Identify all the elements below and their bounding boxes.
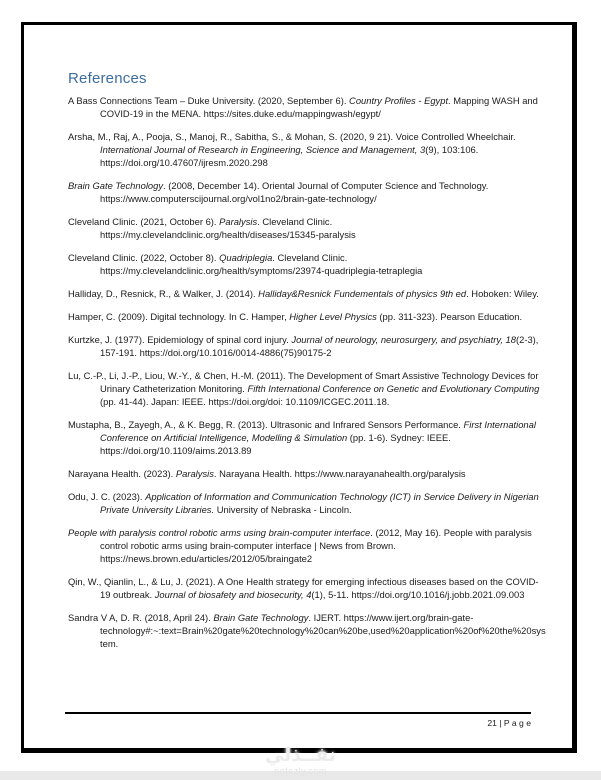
references-list bbox=[68, 94, 546, 650]
reference-text: . IJERT. https://www.ijert.org/brain-gate-technology#:~:text=Brain%20gate%20technology%20can%20be,used%20application%20of%20the%20system. bbox=[100, 612, 546, 649]
reference-title-italic: Application of Information and Communication Technology (ICT) in Service Delivery in Nigerian Private University Libraries. bbox=[100, 491, 539, 515]
reference-text: (1), 5-11. https://doi.org/10.1016/j.jobb.2021.09.003 bbox=[311, 589, 525, 600]
reference-title-italic: Journal of neurology, neurosurgery, and psychiatry, 18 bbox=[291, 334, 516, 345]
reference-text: (pp. 41-44). Japan: IEEE. https://doi.org/doi: 10.1109/ICGEC.2011.18. bbox=[100, 396, 390, 407]
reference-title-italic: Paralysis bbox=[175, 468, 214, 479]
reference-text: Qin, W., Qianlin, L., & Lu, J. (2021). A One Health strategy for emerging infectious diseases based on the COVID-19 outbreak. bbox=[68, 576, 539, 600]
page-footer bbox=[65, 712, 531, 729]
reference-entry bbox=[68, 251, 546, 277]
reference-entry bbox=[68, 333, 546, 359]
reference-text: University of Nebraska - Lincoln. bbox=[214, 504, 352, 515]
reference-text: Hamper, C. (2009). Digital technology. In C. Hamper, bbox=[68, 311, 290, 322]
reference-entry bbox=[68, 575, 546, 601]
reference-text: (pp. 311-323). Pearson Education. bbox=[376, 311, 523, 322]
reference-entry bbox=[68, 94, 546, 120]
reference-text: (2-3), 157-191. https://doi.org/10.1016/0014-4886(75)90175-2 bbox=[100, 334, 539, 358]
reference-text: (pp. 1-6). Sydney: IEEE. https://doi.org/10.1109/aims.2013.89 bbox=[100, 432, 451, 456]
reference-title-italic: Paralysis bbox=[219, 216, 258, 227]
reference-text: Kurtzke, J. (1977). Epidemiology of spinal cord injury. bbox=[68, 334, 292, 345]
reference-title-italic: Journal of biosafety and biosecurity, 4 bbox=[154, 589, 312, 600]
reference-title-italic: International Journal of Research in Engineering, Science and Management, 3 bbox=[100, 144, 426, 155]
bottom-strip bbox=[0, 771, 601, 780]
reference-text: . Cleveland Clinic. https://my.clevelandclinic.org/health/diseases/15345-paralysis bbox=[100, 216, 356, 240]
reference-entry bbox=[68, 490, 546, 516]
reference-entry bbox=[68, 467, 546, 480]
reference-text: A Bass Connections Team – Duke University. (2020, September 6). bbox=[68, 95, 350, 106]
reference-entry bbox=[68, 215, 546, 241]
reference-title-italic: First International Conference on Artificial Intelligence, Modelling & Simulation bbox=[100, 419, 536, 443]
reference-entry bbox=[68, 369, 546, 408]
reference-title-italic: Fifth International Conference on Genetic and Evolutionary Computing bbox=[247, 383, 540, 394]
page-content bbox=[24, 25, 572, 748]
watermark-logo: نفــذلي bbox=[264, 745, 337, 766]
reference-entry bbox=[68, 611, 546, 650]
reference-title-italic: Brain Gate Technology bbox=[68, 180, 164, 191]
reference-entry bbox=[68, 130, 546, 169]
reference-text: Halliday, D., Resnick, R., & Walker, J. (2014). bbox=[68, 288, 259, 299]
references-heading: References bbox=[68, 70, 147, 87]
reference-title-italic: Brain Gate Technology bbox=[213, 612, 309, 623]
reference-text: . Cleveland Clinic. https://my.clevelandclinic.org/health/symptoms/23974-quadriplegia-tetraplegia bbox=[100, 252, 423, 276]
reference-title-italic: Country Profiles - Egypt bbox=[349, 95, 449, 106]
reference-text: Odu, J. C. (2023). bbox=[68, 491, 146, 502]
reference-entry bbox=[68, 418, 546, 457]
reference-text: Lu, C.-P., Li, J.-P., Liou, W.-Y., & Chen, H.-M. (2011). The Development of Smart Assistive Technology Devices for Urinary Catheterization Monitoring. bbox=[68, 370, 539, 394]
reference-text: Narayana Health. (2023). bbox=[68, 468, 176, 479]
reference-entry bbox=[68, 526, 546, 565]
reference-title-italic: Higher Level Physics bbox=[289, 311, 377, 322]
watermark-url: nofezly.com bbox=[274, 766, 327, 776]
reference-title-italic: People with paralysis control robotic arms using brain-computer interface bbox=[68, 527, 371, 538]
reference-text: . (2008, December 14). Oriental Journal of Computer Science and Technology. https://www.computerscijournal.org/vol1no2/brain-gate-technology/ bbox=[100, 180, 489, 204]
reference-text: Sandra V A, D. R. (2018, April 24). bbox=[68, 612, 214, 623]
reference-text: . (2012, May 16). People with paralysis control robotic arms using brain-computer interface | News from Brown. https://news.brown.edu/articles/2012/05/braingate2 bbox=[100, 527, 532, 564]
reference-entry bbox=[68, 287, 546, 300]
reference-text: Mustapha, B., Zayegh, A., & K. Begg, R. (2013). Ultrasonic and Infrared Sensors Performance. bbox=[68, 419, 464, 430]
reference-entry bbox=[68, 310, 546, 323]
reference-text: . Narayana Health. https://www.narayanahealth.org/paralysis bbox=[213, 468, 466, 479]
reference-text: Cleveland Clinic. (2022, October 8). bbox=[68, 252, 220, 263]
document-page bbox=[21, 22, 577, 753]
reference-text: (9), 103:106. https://doi.org/10.47607/ijresm.2020.298 bbox=[100, 144, 479, 168]
reference-text: . Hoboken: Wiley. bbox=[466, 288, 539, 299]
reference-title-italic: Halliday&Resnick Fundementals of physics 9th ed bbox=[258, 288, 467, 299]
reference-title-italic: Quadriplegia bbox=[219, 252, 273, 263]
page-number: 21 | P a g e bbox=[487, 718, 531, 728]
reference-text: Cleveland Clinic. (2021, October 6). bbox=[68, 216, 220, 227]
reference-text: . Mapping WASH and COVID-19 in the MENA. https://sites.duke.edu/mappingwash/egypt/ bbox=[100, 95, 538, 119]
reference-text: Arsha, M., Raj, A., Pooja, S., Manoj, R., Sabitha, S., & Mohan, S. (2020, 9 21). Voice Controlled Wheelchair. bbox=[68, 131, 516, 142]
reference-entry bbox=[68, 179, 546, 205]
